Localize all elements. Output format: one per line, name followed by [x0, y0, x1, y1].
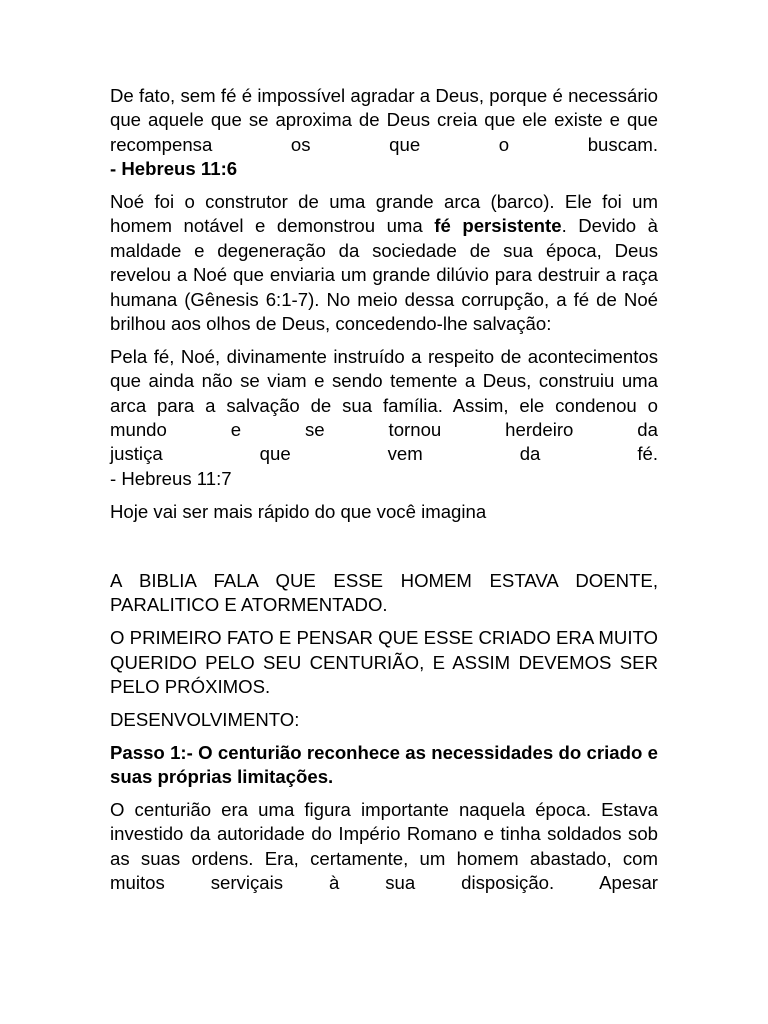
hebreus-11-7-text: Pela fé, Noé, divinamente instruído a respeito de acontecimentos que ainda não se viam e sendo temente a Deus, construiu uma arca para a salvação de sua família. Assim, ele condenou o mundo e se tornou herdeiro da	[110, 345, 658, 441]
hebreus-11-6-paragraph	[110, 84, 658, 182]
hoje-paragraph: Hoje vai ser mais rápido do que você imagina	[110, 500, 487, 522]
hebreus-11-6-text: De fato, sem fé é impossível agradar a Deus, porque é necessário que aquele que se aproxima de Deus creia que ele existe e que recompensa os que o buscam.	[110, 85, 658, 155]
noe-text-bold: fé persistente	[434, 215, 562, 237]
noe-paragraph	[110, 190, 658, 336]
primeiro-fato-paragraph: O PRIMEIRO FATO E PENSAR QUE ESSE CRIADO ERA MUITO QUERIDO PELO SEU CENTURIÃO, E ASSIM DEVEMOS SER PELO PRÓXIMOS.	[110, 627, 658, 698]
hebreus-11-7-last-line: justiça que vem da fé.	[110, 443, 658, 465]
centuriao-paragraph: O centurião era uma figura importante naquela época. Estava investido da autoridade do Império Romano e tinha soldados sob as suas ordens. Era, certamente, um homem abastado, com muitos serviçais à sua disposição. Apesar	[110, 798, 658, 894]
noe-text-before: Noé foi o construtor de uma grande arca (barco). Ele foi um homem notável e demonstrou uma	[110, 191, 658, 237]
passo-1-heading: Passo 1:- O centurião reconhece as necessidades do criado e suas próprias limitações.	[110, 741, 658, 788]
desenvolvimento-heading: DESENVOLVIMENTO:	[110, 708, 300, 730]
hebreus-11-7-paragraph	[110, 345, 658, 491]
hebreus-11-7-reference: - Hebreus 11:7	[110, 467, 232, 489]
biblia-paragraph: A BIBLIA FALA QUE ESSE HOMEM ESTAVA DOENTE, PARALITICO E ATORMENTADO.	[110, 570, 658, 616]
noe-text-after: . Devido à maldade e degeneração da sociedade de sua época, Deus revelou a Noé que enviaria um grande dilúvio para destruir a raça humana (Gênesis 6:1-7). No meio dessa corrupção, a fé de Noé brilhou aos olhos de Deus, concedendo-lhe salvação:	[110, 215, 658, 335]
hebreus-11-6-reference: - Hebreus 11:6	[110, 158, 238, 180]
document-page	[110, 84, 658, 904]
